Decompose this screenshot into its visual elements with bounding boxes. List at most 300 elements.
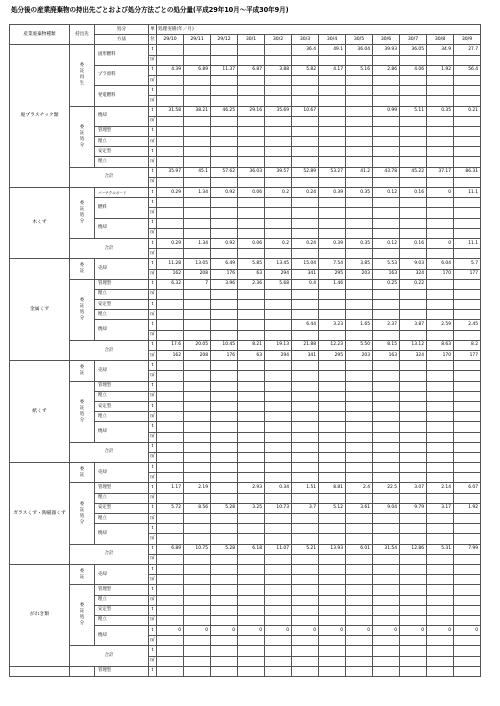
value-cell xyxy=(454,300,481,310)
header-month: 30/8 xyxy=(427,35,454,45)
header-month: 29/12 xyxy=(211,35,238,45)
destination-cell xyxy=(70,361,95,381)
value-cell xyxy=(265,208,292,218)
unit-cell: t xyxy=(149,544,157,554)
value-cell xyxy=(184,126,211,136)
value-cell: 0.16 xyxy=(400,188,427,198)
value-cell xyxy=(454,157,481,167)
value-cell xyxy=(454,330,481,340)
value-cell: 7 xyxy=(184,279,211,289)
destination-cell xyxy=(70,666,95,676)
total-value-cell xyxy=(184,442,211,452)
value-cell xyxy=(427,391,454,401)
value-cell: 0 xyxy=(427,626,454,636)
value-cell xyxy=(454,585,481,595)
value-cell: 0 xyxy=(157,626,184,636)
value-cell xyxy=(427,636,454,646)
destination-cell xyxy=(70,381,95,442)
unit-cell: ㎥ xyxy=(149,249,157,259)
value-cell xyxy=(292,534,319,544)
value-cell: 1.51 xyxy=(292,483,319,493)
header-unit-1: 単 xyxy=(149,25,157,35)
unit-cell: ㎥ xyxy=(149,554,157,564)
value-cell: 5.72 xyxy=(157,503,184,513)
total-value-cell xyxy=(292,249,319,259)
value-cell xyxy=(211,493,238,503)
value-cell: 34.9 xyxy=(427,45,454,55)
value-cell: 3.23 xyxy=(319,320,346,330)
value-cell xyxy=(427,595,454,605)
unit-cell: t xyxy=(149,401,157,411)
value-cell xyxy=(454,534,481,544)
unit-cell: t xyxy=(149,218,157,228)
value-cell xyxy=(427,564,454,574)
value-cell xyxy=(346,615,373,625)
value-cell xyxy=(292,605,319,615)
value-cell xyxy=(400,605,427,615)
total-value-cell: 324 xyxy=(400,351,427,361)
value-cell xyxy=(157,514,184,524)
total-value-cell: 5.50 xyxy=(346,340,373,350)
value-cell xyxy=(427,524,454,534)
value-cell: 5.16 xyxy=(346,65,373,75)
destination-cell xyxy=(70,259,95,279)
value-cell xyxy=(400,381,427,391)
value-cell xyxy=(400,310,427,320)
total-value-cell xyxy=(373,646,400,656)
total-value-cell xyxy=(157,177,184,187)
method-cell: 売却 xyxy=(95,259,149,279)
value-cell xyxy=(427,473,454,483)
table-row xyxy=(10,585,481,595)
value-cell xyxy=(319,412,346,422)
value-cell: 39.93 xyxy=(373,45,400,55)
value-cell: 4.17 xyxy=(319,65,346,75)
value-cell xyxy=(346,116,373,126)
value-cell xyxy=(346,96,373,106)
value-cell: 0.21 xyxy=(454,106,481,116)
value-cell xyxy=(373,636,400,646)
value-cell xyxy=(427,218,454,228)
value-cell xyxy=(400,55,427,65)
unit-cell: ㎥ xyxy=(149,534,157,544)
value-cell xyxy=(400,524,427,534)
total-value-cell xyxy=(454,554,481,564)
unit-cell: t xyxy=(149,361,157,371)
destination-label: 委託 xyxy=(79,263,85,274)
value-cell xyxy=(400,330,427,340)
value-cell xyxy=(157,86,184,96)
value-cell xyxy=(265,524,292,534)
value-cell xyxy=(454,473,481,483)
value-cell: 5.7 xyxy=(454,259,481,269)
value-cell xyxy=(427,615,454,625)
value-cell: 0 xyxy=(184,626,211,636)
method-cell: 埋立 xyxy=(95,310,149,320)
value-cell xyxy=(319,126,346,136)
value-cell xyxy=(184,636,211,646)
total-value-cell xyxy=(319,646,346,656)
value-cell: 1.92 xyxy=(454,503,481,513)
total-value-cell: 162 xyxy=(157,351,184,361)
value-cell xyxy=(427,575,454,585)
value-cell xyxy=(373,310,400,320)
value-cell: 2.14 xyxy=(427,483,454,493)
total-value-cell: 1.34 xyxy=(184,238,211,248)
total-value-cell xyxy=(400,646,427,656)
value-cell xyxy=(400,116,427,126)
total-value-cell xyxy=(346,452,373,462)
value-cell xyxy=(427,126,454,136)
value-cell xyxy=(292,575,319,585)
total-value-cell xyxy=(454,452,481,462)
value-cell xyxy=(265,371,292,381)
value-cell xyxy=(211,401,238,411)
total-value-cell: 0 xyxy=(427,238,454,248)
value-cell xyxy=(373,208,400,218)
value-cell xyxy=(292,564,319,574)
value-cell: 10.67 xyxy=(292,106,319,116)
total-value-cell xyxy=(292,452,319,462)
destination-cell xyxy=(70,188,95,239)
value-cell xyxy=(319,116,346,126)
value-cell xyxy=(238,55,265,65)
value-cell: 1.65 xyxy=(346,320,373,330)
value-cell xyxy=(400,432,427,442)
value-cell xyxy=(184,412,211,422)
value-cell xyxy=(265,126,292,136)
total-value-cell: 12.23 xyxy=(319,340,346,350)
value-cell xyxy=(454,86,481,96)
total-value-cell xyxy=(400,442,427,452)
value-cell xyxy=(346,666,373,676)
value-cell xyxy=(373,534,400,544)
value-cell: 27.7 xyxy=(454,45,481,55)
total-value-cell xyxy=(184,177,211,187)
value-cell xyxy=(346,218,373,228)
value-cell xyxy=(454,198,481,208)
value-cell xyxy=(292,86,319,96)
unit-cell: t xyxy=(149,320,157,330)
value-cell xyxy=(373,391,400,401)
value-cell: 2.36 xyxy=(238,279,265,289)
value-cell xyxy=(184,330,211,340)
total-value-cell xyxy=(454,656,481,666)
value-cell xyxy=(238,361,265,371)
value-cell xyxy=(157,575,184,585)
total-value-cell: 294 xyxy=(265,351,292,361)
value-cell xyxy=(211,483,238,493)
value-cell xyxy=(319,575,346,585)
value-cell xyxy=(184,116,211,126)
value-cell xyxy=(211,381,238,391)
value-cell xyxy=(211,666,238,676)
value-cell xyxy=(211,463,238,473)
value-cell xyxy=(346,137,373,147)
value-cell xyxy=(211,361,238,371)
unit-cell: ㎥ xyxy=(149,656,157,666)
value-cell xyxy=(400,228,427,238)
value-cell: 3.07 xyxy=(400,483,427,493)
value-cell xyxy=(292,422,319,432)
destination-label: 委託再生 xyxy=(79,63,85,87)
value-cell xyxy=(373,524,400,534)
unit-cell: t xyxy=(149,442,157,452)
value-cell xyxy=(157,75,184,85)
value-cell xyxy=(211,208,238,218)
value-cell xyxy=(157,361,184,371)
value-cell xyxy=(157,564,184,574)
value-cell xyxy=(238,493,265,503)
total-value-cell xyxy=(346,656,373,666)
total-value-cell xyxy=(346,177,373,187)
table-row xyxy=(10,381,481,391)
value-cell xyxy=(211,371,238,381)
method-cell: 安定型 xyxy=(95,147,149,157)
total-value-cell xyxy=(211,442,238,452)
value-cell xyxy=(238,147,265,157)
value-cell xyxy=(400,595,427,605)
value-cell xyxy=(427,289,454,299)
unit-cell: t xyxy=(149,483,157,493)
value-cell: 36.04 xyxy=(346,45,373,55)
value-cell xyxy=(400,585,427,595)
value-cell: 3.87 xyxy=(400,320,427,330)
value-cell xyxy=(265,45,292,55)
value-cell: 5.68 xyxy=(265,279,292,289)
value-cell xyxy=(454,605,481,615)
value-cell xyxy=(265,218,292,228)
total-value-cell xyxy=(319,442,346,452)
value-cell xyxy=(400,473,427,483)
value-cell xyxy=(211,432,238,442)
value-cell xyxy=(373,55,400,65)
value-cell xyxy=(319,147,346,157)
value-cell xyxy=(454,391,481,401)
total-value-cell: 35.97 xyxy=(157,167,184,177)
total-value-cell xyxy=(211,656,238,666)
total-value-cell xyxy=(319,656,346,666)
value-cell xyxy=(238,300,265,310)
value-cell xyxy=(238,534,265,544)
value-cell xyxy=(157,401,184,411)
page-title: 処分後の産業廃棄物の持出先ごとおよび処分方法ごとの処分量(平成29年10月～平成30年9月) xyxy=(11,6,289,14)
value-cell xyxy=(238,412,265,422)
value-cell xyxy=(427,279,454,289)
value-cell xyxy=(265,463,292,473)
value-cell xyxy=(157,96,184,106)
value-cell xyxy=(454,514,481,524)
value-cell xyxy=(238,381,265,391)
value-cell xyxy=(292,524,319,534)
value-cell xyxy=(319,463,346,473)
unit-cell: ㎥ xyxy=(149,473,157,483)
value-cell xyxy=(400,218,427,228)
unit-cell: t xyxy=(149,340,157,350)
total-value-cell: 45.1 xyxy=(184,167,211,177)
value-cell xyxy=(292,310,319,320)
value-cell xyxy=(265,300,292,310)
value-cell xyxy=(184,514,211,524)
value-cell: 5.85 xyxy=(238,259,265,269)
total-label: 合計 xyxy=(70,238,149,258)
value-cell xyxy=(319,615,346,625)
value-cell: 176 xyxy=(211,269,238,279)
value-cell: 5.28 xyxy=(211,503,238,513)
value-cell xyxy=(346,493,373,503)
value-cell xyxy=(373,218,400,228)
value-cell: 208 xyxy=(184,269,211,279)
value-cell xyxy=(373,432,400,442)
value-cell xyxy=(211,564,238,574)
value-cell: 7.54 xyxy=(319,259,346,269)
value-cell xyxy=(292,595,319,605)
value-cell xyxy=(238,391,265,401)
header-destination: 持出先 xyxy=(70,25,95,45)
value-cell xyxy=(292,381,319,391)
value-cell xyxy=(184,228,211,238)
value-cell xyxy=(454,228,481,238)
value-cell: 22.5 xyxy=(373,483,400,493)
unit-cell: ㎥ xyxy=(149,157,157,167)
value-cell: 1.34 xyxy=(184,188,211,198)
unit-cell: ㎥ xyxy=(149,330,157,340)
category-cell: ガラスくず・陶磁器くず xyxy=(10,463,70,565)
unit-cell: t xyxy=(149,65,157,75)
unit-cell: t xyxy=(149,147,157,157)
value-cell xyxy=(238,228,265,238)
header-month: 29/11 xyxy=(184,35,211,45)
value-cell xyxy=(157,147,184,157)
unit-cell: ㎥ xyxy=(149,636,157,646)
value-cell xyxy=(373,412,400,422)
value-cell: 46.25 xyxy=(211,106,238,116)
value-cell xyxy=(265,401,292,411)
total-value-cell: 0.92 xyxy=(211,238,238,248)
value-cell xyxy=(211,157,238,167)
method-cell: パーチクルボード xyxy=(95,188,149,198)
unit-cell: ㎥ xyxy=(149,310,157,320)
value-cell xyxy=(454,279,481,289)
value-cell xyxy=(400,514,427,524)
value-cell xyxy=(184,320,211,330)
total-value-cell: 12.86 xyxy=(400,544,427,554)
value-cell xyxy=(454,55,481,65)
value-cell xyxy=(265,289,292,299)
unit-cell: t xyxy=(149,45,157,55)
total-value-cell xyxy=(400,249,427,259)
total-value-cell: 208 xyxy=(184,351,211,361)
category-cell: 金属くず xyxy=(10,259,70,361)
value-cell: 56.4 xyxy=(454,65,481,75)
value-cell xyxy=(238,218,265,228)
value-cell xyxy=(292,361,319,371)
value-cell xyxy=(319,106,346,116)
value-cell: 6.89 xyxy=(184,65,211,75)
total-value-cell: 8.21 xyxy=(238,340,265,350)
value-cell xyxy=(265,595,292,605)
value-cell xyxy=(373,116,400,126)
value-cell xyxy=(157,126,184,136)
total-row xyxy=(10,442,481,452)
value-cell xyxy=(238,289,265,299)
total-value-cell xyxy=(400,177,427,187)
header-month: 30/6 xyxy=(373,35,400,45)
value-cell xyxy=(400,636,427,646)
value-cell: 9.03 xyxy=(400,259,427,269)
header-month: 30/9 xyxy=(454,35,481,45)
value-cell: 294 xyxy=(265,269,292,279)
total-value-cell xyxy=(292,554,319,564)
category-cell: 紙くず xyxy=(10,361,70,463)
value-cell xyxy=(265,615,292,625)
value-cell xyxy=(346,401,373,411)
value-cell xyxy=(454,289,481,299)
value-cell xyxy=(265,96,292,106)
value-cell xyxy=(346,361,373,371)
value-cell xyxy=(211,473,238,483)
value-cell: 35.69 xyxy=(265,106,292,116)
total-value-cell xyxy=(211,177,238,187)
total-value-cell: 11.1 xyxy=(454,238,481,248)
total-value-cell xyxy=(292,656,319,666)
total-value-cell xyxy=(427,452,454,462)
unit-cell: t xyxy=(149,524,157,534)
value-cell xyxy=(265,55,292,65)
total-value-cell xyxy=(211,249,238,259)
value-cell: 162 xyxy=(157,269,184,279)
value-cell xyxy=(373,575,400,585)
header-month: 30/3 xyxy=(292,35,319,45)
value-cell xyxy=(373,381,400,391)
value-cell xyxy=(211,75,238,85)
unit-cell: ㎥ xyxy=(149,432,157,442)
value-cell xyxy=(373,300,400,310)
value-cell: 2.4 xyxy=(346,483,373,493)
value-cell xyxy=(292,636,319,646)
value-cell xyxy=(292,473,319,483)
value-cell: 295 xyxy=(319,269,346,279)
value-cell xyxy=(346,126,373,136)
value-cell xyxy=(211,218,238,228)
value-cell xyxy=(211,330,238,340)
value-cell xyxy=(373,361,400,371)
value-cell xyxy=(373,585,400,595)
total-value-cell xyxy=(265,177,292,187)
method-cell: 焼却 xyxy=(95,524,149,544)
value-cell xyxy=(454,401,481,411)
destination-label: 委託処分 xyxy=(79,124,85,148)
value-cell xyxy=(346,463,373,473)
value-cell: 6.32 xyxy=(157,279,184,289)
header-record: 処理実績(年／月) xyxy=(157,25,481,35)
value-cell xyxy=(265,473,292,483)
value-cell xyxy=(211,228,238,238)
total-label: 合計 xyxy=(70,544,149,564)
value-cell xyxy=(427,116,454,126)
total-value-cell xyxy=(292,442,319,452)
value-cell xyxy=(319,605,346,615)
value-cell xyxy=(184,575,211,585)
value-cell: 0.22 xyxy=(400,279,427,289)
method-cell: 埋立 xyxy=(95,412,149,422)
total-value-cell: 0.2 xyxy=(265,238,292,248)
value-cell xyxy=(373,401,400,411)
value-cell xyxy=(346,157,373,167)
value-cell xyxy=(238,463,265,473)
header-method-2: 方法 xyxy=(95,35,149,45)
value-cell xyxy=(346,55,373,65)
